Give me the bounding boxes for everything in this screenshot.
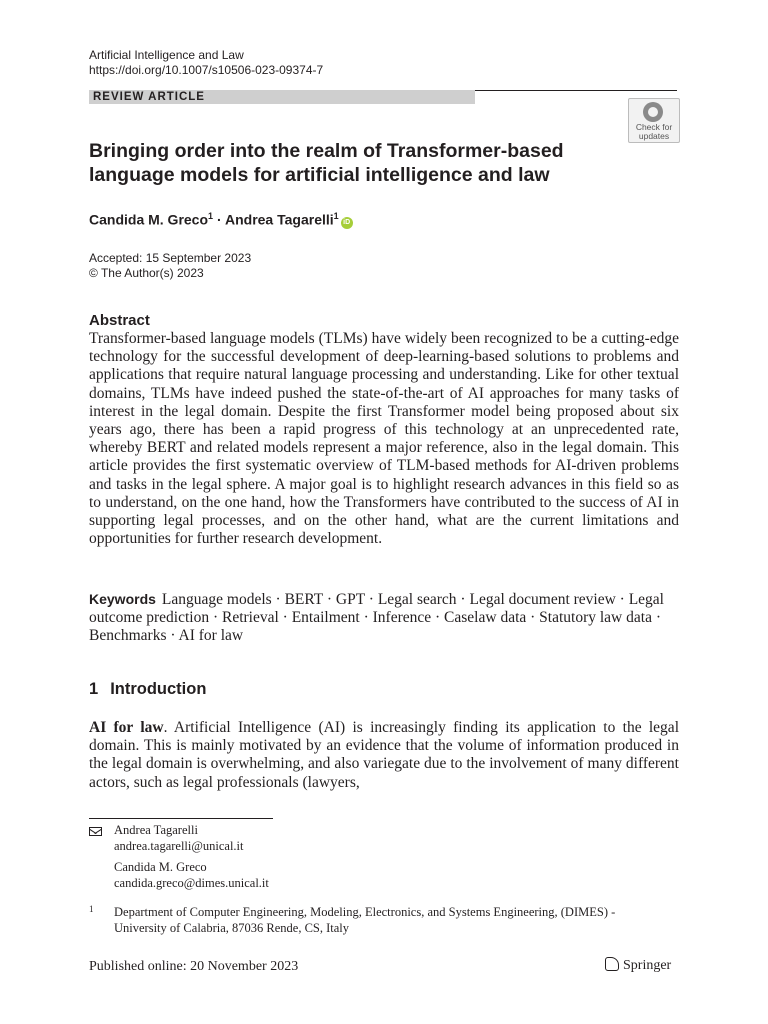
article-dates xyxy=(89,251,251,281)
check-for-updates-button[interactable] xyxy=(628,98,680,143)
accepted-date: Accepted: 15 September 2023 xyxy=(89,251,252,265)
author-affiliation-marker: 1 xyxy=(333,211,339,221)
check-updates-line1: Check for xyxy=(635,122,673,132)
affiliation-number: 1 xyxy=(89,904,94,914)
contact-name: Andrea Tagarelli xyxy=(114,823,198,837)
abstract-text: Transformer-based language models (TLMs) have widely been recognized to be a cutting-edge technology for the successful development of deep-learning-based solutions to problems and applications that require natural language processing and understanding. Like for other textual domains, TLMs have indeed pushed the state-of-the-art of AI approaches for many tasks of interest in the legal domain. Despite the first Transformer model being proposed about six years ago, there has been a rapid progress of this technology at an unprecedented rate, whereby BERT and related models represent a major reference, also in the legal domain. This article provides the first systematic overview of TLM-based methods for AI-driven problems and tasks in the legal sphere. A major goal is to highlight research advances in this field so as to understand, on the one hand, how the Transformers have contributed to the success of AI in supporting legal processes, and on the other hand, what are the current limitations and opportunities for further research development. xyxy=(89,330,679,548)
paragraph-lead: AI for law xyxy=(89,719,164,736)
contact-email[interactable]: candida.greco@dimes.unical.it xyxy=(114,875,269,890)
contact-block xyxy=(114,823,244,854)
author-list xyxy=(89,207,353,229)
journal-name: Artificial Intelligence and Law xyxy=(89,48,244,62)
keywords xyxy=(89,590,679,646)
envelope-icon xyxy=(89,827,102,836)
section-heading xyxy=(89,680,206,699)
publisher-name: Springer xyxy=(623,958,672,973)
check-updates-icon xyxy=(643,102,663,122)
orcid-icon[interactable]: iD xyxy=(341,217,353,229)
paragraph-text: . Artificial Intelligence (AI) is increasingly finding its application to the legal domain. This is mainly motivated by an evidence that the volume of information produced in the legal domain is overwhelming, and also variegate due to the involvement of many different actors, such as legal professionals (lawyers, xyxy=(89,719,679,791)
keywords-list: Language models · BERT · GPT · Legal search · Legal document review · Legal outcome prediction · Retrieval · Entailment · Inference · Caselaw data · Statutory law data · Benchmarks · AI for law xyxy=(89,591,664,645)
author-name[interactable]: Andrea Tagarelli xyxy=(224,211,334,228)
author-name[interactable]: Candida M. Greco xyxy=(89,211,209,228)
copyright-notice: © The Author(s) 2023 xyxy=(89,266,204,280)
article-type-bar xyxy=(89,90,475,104)
doi-link[interactable]: https://doi.org/10.1007/s10506-023-09374-7 xyxy=(89,63,324,77)
author-separator: · xyxy=(216,211,222,228)
header-rule xyxy=(475,90,677,91)
keywords-label: Keywords xyxy=(89,591,156,607)
article-type-label: REVIEW ARTICLE xyxy=(93,91,205,103)
contact-block xyxy=(114,860,269,891)
author-affiliation-marker: 1 xyxy=(208,211,214,221)
contact-email[interactable]: andrea.tagarelli@unical.it xyxy=(114,838,244,853)
paper-title: Bringing order into the realm of Transformer-based language models for artificial intelligence and law xyxy=(89,140,564,186)
affiliation-text: Department of Computer Engineering, Modeling, Electronics, and Systems Engineering, (DIMES) - University of Calabria, 87036 Rende, CS, Italy xyxy=(114,905,616,935)
published-date: Published online: 20 November 2023 xyxy=(89,959,299,974)
intro-paragraph xyxy=(89,719,679,792)
footnote-rule xyxy=(89,818,273,819)
springer-horse-icon xyxy=(605,957,619,971)
check-updates-line2: updates xyxy=(638,131,670,141)
section-number: 1 xyxy=(89,680,99,698)
publisher-logo[interactable] xyxy=(605,957,671,974)
contact-name: Candida M. Greco xyxy=(114,860,207,874)
journal-header xyxy=(89,48,323,78)
section-title: Introduction xyxy=(110,680,207,698)
abstract-heading: Abstract xyxy=(89,312,150,329)
